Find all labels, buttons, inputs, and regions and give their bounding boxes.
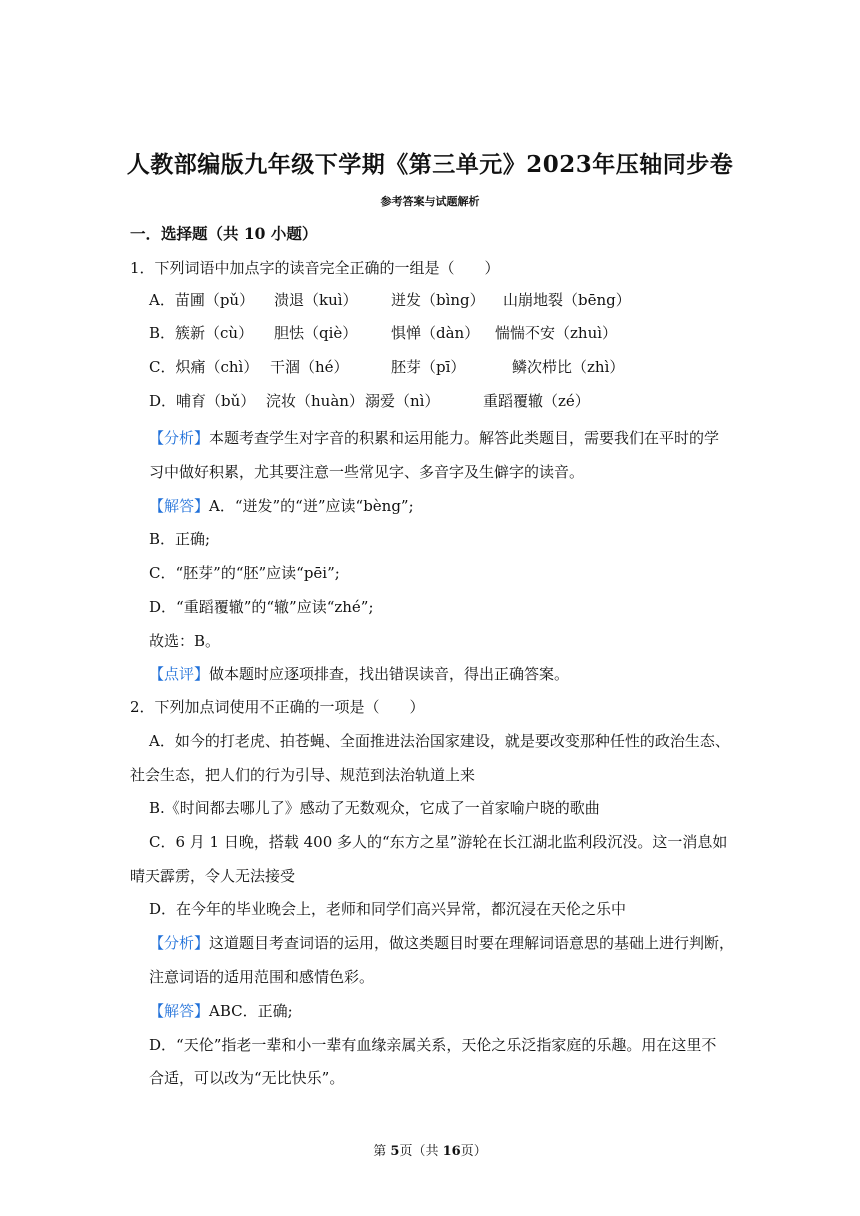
analysis-paragraph	[149, 933, 734, 953]
comment-paragraph	[149, 664, 569, 684]
option-text: 迸发（bìng）	[391, 291, 485, 309]
option-text: D．哺育（bǔ）	[149, 392, 256, 410]
option-text: B．簇新（cù）	[149, 324, 254, 342]
answer-text: ABC．正确;	[209, 1002, 293, 1020]
option-text: 惴惴不安（zhuì）	[495, 324, 618, 342]
answer-text: D．“天伦”指老一辈和小一辈有血缘亲属关系，天伦之乐泛指家庭的乐趣。用在这里不	[149, 1036, 717, 1054]
option-text: 社会生态，把人们的行为引导、规范到法治轨道上来	[130, 766, 476, 784]
option-text: 重蹈覆辙（zé）	[483, 392, 590, 410]
option-text: C．炽痛（chì）	[149, 358, 259, 376]
option-text: B.《时间都去哪儿了》感动了无数观众，它成了一首家喻户晓的歌曲	[149, 799, 600, 817]
total-page-count: 16	[442, 1144, 461, 1159]
answer-tag: 【解答】	[149, 497, 210, 515]
answer-text: C．“胚芽”的“胚”应读“pēi”;	[149, 564, 340, 582]
analysis-paragraph	[149, 428, 719, 448]
footer-text: 页（共	[399, 1144, 443, 1159]
comment-text: 做本题时应逐项排查，找出错误读音，得出正确答案。	[209, 665, 570, 683]
option-text: A．苗圃（pǔ）	[149, 291, 255, 309]
option-text: A．如今的打老虎、拍苍蝇、全面推进法治国家建设，就是要改变那种任性的政治生态、	[149, 732, 730, 750]
option-text: 惧惮（dàn）	[391, 324, 480, 342]
option-text: 溺爱（nì）	[365, 392, 440, 410]
page-title: 人教部编版九年级下学期《第三单元》2023年压轴同步卷	[126, 151, 734, 178]
option-text: 山崩地裂（bēng）	[503, 291, 631, 309]
page-subtitle: 参考答案与试题解析	[380, 195, 480, 208]
analysis-tag: 【分析】	[149, 429, 210, 447]
answer-text: 故选：B。	[149, 632, 221, 650]
section-heading: 一．选择题（共 10 小题）	[130, 224, 318, 243]
footer-text: 页）	[460, 1144, 487, 1159]
option-text: 鳞次栉比（zhì）	[512, 358, 625, 376]
answer-paragraph	[149, 1001, 293, 1021]
answer-text: 合适，可以改为“无比快乐”。	[149, 1069, 345, 1087]
answer-text: A．“迸发”的“迸”应读“bèng”;	[209, 497, 414, 515]
option-text: 溃退（kuì）	[274, 291, 358, 309]
comment-tag: 【点评】	[149, 665, 210, 683]
option-text: 胆怯（qiè）	[274, 324, 358, 342]
option-text: D．在今年的毕业晚会上，老师和同学们高兴异常，都沉浸在天伦之乐中	[149, 900, 627, 918]
option-text: 晴天霹雳，令人无法接受	[130, 867, 296, 885]
analysis-text: 本题考查学生对字音的积累和运用能力。解答此类题目，需要我们在平时的学	[209, 429, 720, 447]
answer-tag: 【解答】	[149, 1002, 210, 1020]
analysis-text: 习中做好积累，尤其要注意一些常见字、多音字及生僻字的读音。	[149, 463, 585, 481]
footer-text: 第	[373, 1144, 391, 1159]
option-text: 浣妆（huàn）	[266, 392, 364, 410]
page-footer	[0, 1140, 860, 1159]
answer-text: B．正确;	[149, 530, 211, 548]
question-1-stem: 1．下列词语中加点字的读音完全正确的一组是（ ）	[130, 259, 500, 277]
option-text: 胚芽（pī）	[391, 358, 466, 376]
option-text: 干涸（hé）	[270, 358, 349, 376]
answer-paragraph	[149, 496, 414, 516]
option-text: C．6 月 1 日晚，搭载 400 多人的“东方之星”游轮在长江湖北监利段沉没。这一消息如	[149, 833, 728, 851]
answer-text: D．“重蹈覆辙”的“辙”应读“zhé”;	[149, 598, 374, 616]
analysis-tag: 【分析】	[149, 934, 210, 952]
analysis-text: 注意词语的适用范围和感情色彩。	[149, 968, 375, 986]
analysis-text: 这道题目考查词语的运用，做这类题目时要在理解词语意思的基础上进行判断，	[209, 934, 735, 952]
current-page-number: 5	[390, 1144, 400, 1159]
question-2-stem: 2．下列加点词使用不正确的一项是（ ）	[130, 698, 425, 716]
